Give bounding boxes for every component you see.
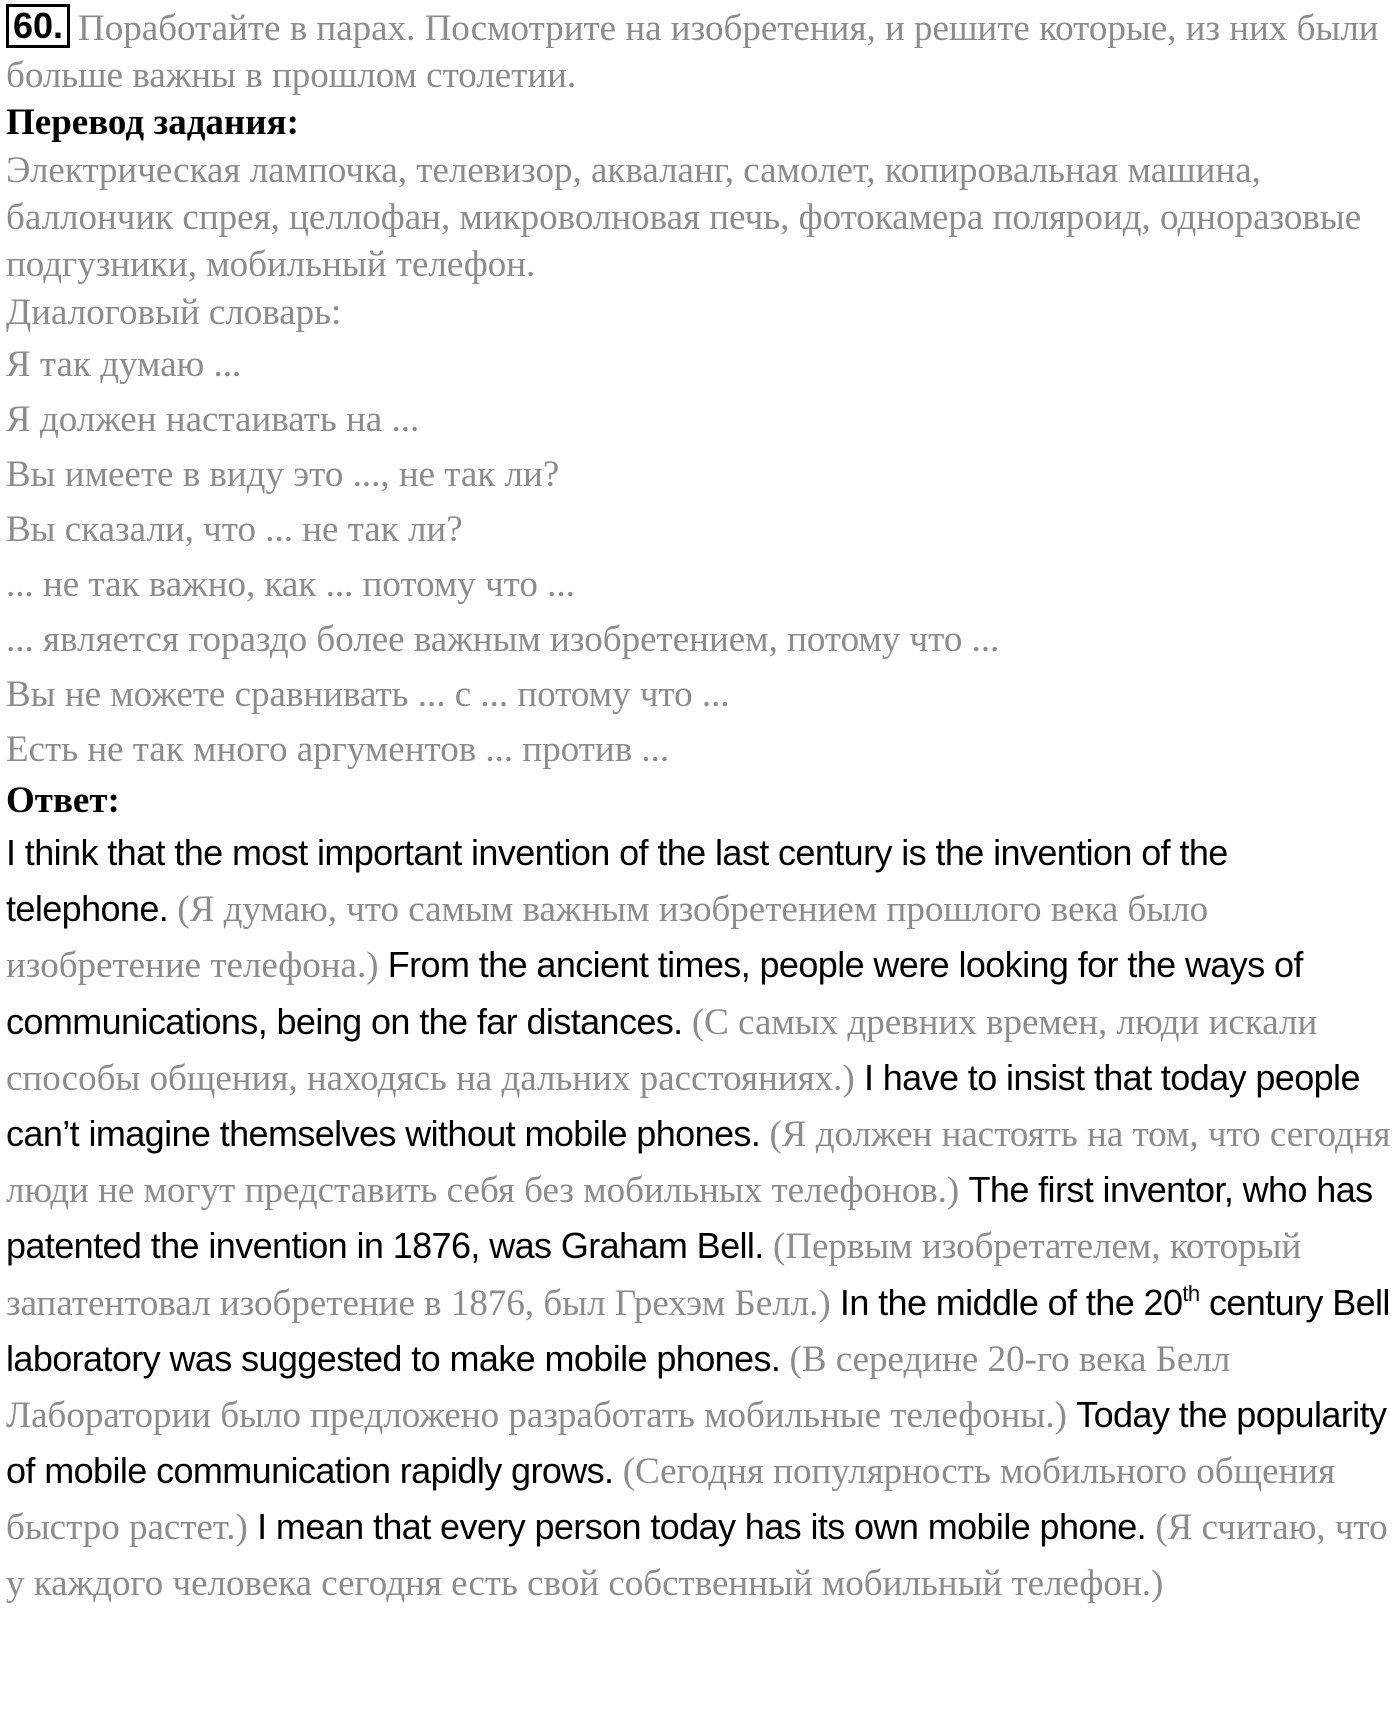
answer-sentence-en: I have to insist that today people can’t imagine themselves without mobile phones. <box>6 1056 1360 1155</box>
answer-sentence-ru: (Я должен настоять на том, что сегодня люди не могут представить себя без мобильных телефонов.) <box>6 1114 1391 1212</box>
document-page <box>6 4 1394 1611</box>
answer-sentence-en: I mean that every person today has its own mobile phone. <box>257 1506 1147 1548</box>
vocab-list <box>6 337 1394 777</box>
answer-sentence-en: I think that the most important invention of the last century is the invention of the telephone. <box>6 832 1228 930</box>
task-number: 60. <box>6 4 70 48</box>
task-text: Поработайте в парах. Посмотрите на изобретения, и решите которые, из них были больше важны в прошлом столетии. <box>6 8 1379 96</box>
answer-sentence-ru: (Я считаю, что у каждого человека сегодня есть свой собственный мобильный телефон.) <box>6 1507 1388 1604</box>
answer-sentence-en: From the ancient times, people were looking for the ways of communications, being on the far distances. <box>6 944 1303 1042</box>
vocab-item: ... не так важно, как ... потому что ... <box>6 564 575 605</box>
vocab-item: Есть не так много аргументов ... против ... <box>6 729 670 770</box>
vocab-item: Я так думаю ... <box>6 344 242 385</box>
answer-text <box>6 825 1394 1611</box>
answer-sentence-ru: (Я думаю, что самым важным изобретением прошлого века было изобретение телефона.) <box>6 889 1209 987</box>
vocab-item: Вы не можете сравнивать ... с ... потому что ... <box>6 674 730 715</box>
vocab-item: Вы сказали, что ... не так ли? <box>6 509 463 550</box>
vocab-item: ... является гораздо более важным изобретением, потому что ... <box>6 619 1000 660</box>
answer-sentence-ru: (Сегодня популярность мобильного общения быстро растет.) <box>6 1451 1336 1549</box>
ordinal-suffix: th <box>1182 1280 1200 1306</box>
vocab-item: Я должен настаивать на ... <box>6 399 420 440</box>
answer-sentence-ru: (В середине 20-го века Белл Лаборатории было предложено разработать мобильные телефоны.) <box>6 1338 1231 1437</box>
answer-sentence-ru: (Первым изобретателем, который запатентовал изобретение в 1876, был Грехэм Белл.) <box>6 1226 1302 1324</box>
vocab-title: Диалоговый словарь: <box>6 292 342 333</box>
answer-heading: Ответ: <box>6 780 120 821</box>
answer-sentence-en: Today the popularity of mobile communication rapidly grows. <box>6 1394 1387 1492</box>
vocab-item: Вы имеете в виду это ..., не так ли? <box>6 454 560 495</box>
answer-sentence-part: In the middle of the 20 <box>839 1281 1183 1323</box>
inventions-list: Электрическая лампочка, телевизор, акваланг, самолет, копировальная машина, баллончик спрея, целлофан, микроволновая печь, фотокамера поляроид, одноразовые подгузники, мобильный телефон. <box>6 150 1362 285</box>
answer-sentence-ru: (С самых древних времен, люди искали способы общения, находясь на дальних расстояниях.) <box>6 1001 1318 1099</box>
translation-heading: Перевод задания: <box>6 102 299 143</box>
answer-sentence-part: century Bell laboratory was suggested to make mobile phones. <box>6 1281 1390 1379</box>
task-statement <box>6 4 1394 99</box>
answer-sentence-en: The first inventor, who has patented the invention in 1876, was Graham Bell. <box>6 1169 1373 1267</box>
